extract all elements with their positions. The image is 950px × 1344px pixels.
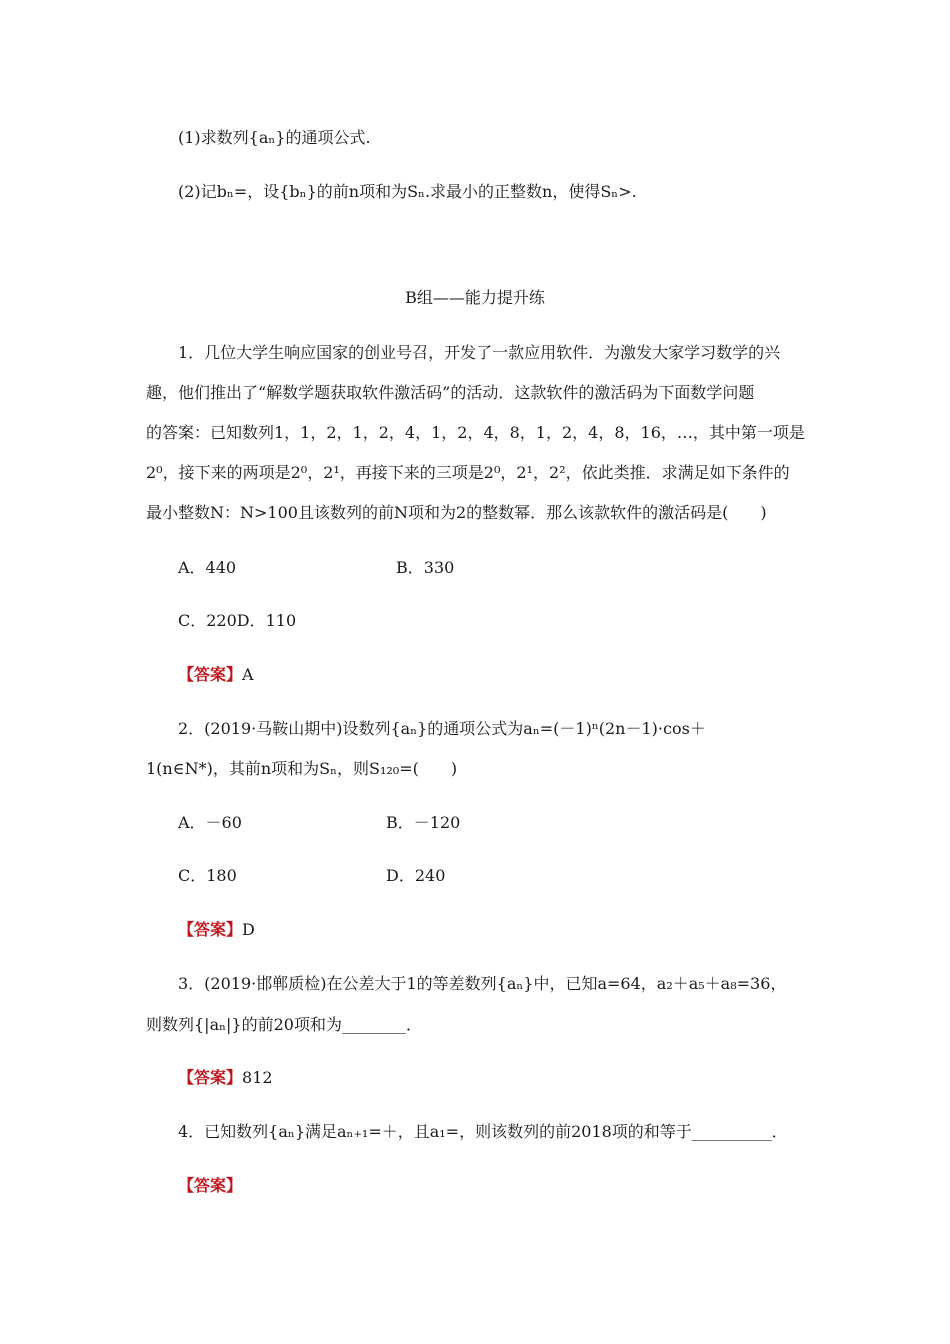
problem-1-option-a: A．440 [178,558,237,577]
answer-value: 812 [242,1068,273,1087]
problem-1-line: 1．几位大学生响应国家的创业号召，开发了一款应用软件．为激发大家学习数学的兴 [178,343,781,362]
answer-label: 【答案】 [178,1068,243,1087]
problem-1-option-cd: C．220D．110 [178,611,297,630]
part-a-question-2: (2)记bₙ=，设{bₙ}的前n项和为Sₙ.求最小的正整数n，使得Sₙ>. [178,182,637,201]
problem-1-line: 趣，他们推出了“解数学题获取软件激活码”的活动．这款软件的激活码为下面数学问题 [146,383,755,402]
problem-4-line-1: 4．已知数列{aₙ}满足aₙ₊₁=＋，且a₁=，则该数列的前2018项的和等于__________． [178,1122,788,1141]
problem-2-option-d: D．240 [386,866,446,885]
answer-label: 【答案】 [178,1176,243,1195]
problem-2-line-1: 2．(2019·马鞍山期中)设数列{aₙ}的通项公式为aₙ=(－1)ⁿ(2n－1)·cos＋ [178,719,706,738]
problem-3-answer [178,1067,273,1089]
problem-1-line: 最小整数N：N>100且该数列的前N项和为2的整数幂．那么该款软件的激活码是( ) [146,503,767,522]
answer-value: A [242,665,254,684]
problem-1-answer [178,664,254,686]
problem-2-option-b: B．－120 [386,813,461,832]
problem-3-line-2: 则数列{|aₙ|}的前20项和为________． [146,1015,422,1034]
problem-2-answer [178,919,255,941]
problem-1-line: 的答案：已知数列1，1，2，1，2，4，1，2，4，8，1，2，4，8，16，…，其中第一项是 [146,423,805,442]
problem-2-line-2: 1(n∈N*)，其前n项和为Sₙ，则S₁₂₀=( ) [146,759,458,778]
problem-2-option-c: C．180 [178,866,237,885]
problem-2-option-a: A．－60 [178,813,242,832]
problem-1-option-b: B．330 [396,558,455,577]
answer-value: D [242,920,255,939]
problem-4-answer [178,1175,242,1197]
problem-1-line: 2⁰，接下来的两项是2⁰，2¹，再接下来的三项是2⁰，2¹，2²，依此类推．求满足如下条件的 [146,463,790,482]
problem-3-line-1: 3．(2019·邯郸质检)在公差大于1的等差数列{aₙ}中，已知a=64，a₂＋a₅＋a₈=36， [178,974,787,993]
problem-1-text [146,333,806,533]
part-a-question-1: (1)求数列{aₙ}的通项公式. [178,128,371,147]
section-title: B组——能力提升练 [405,288,545,307]
answer-label: 【答案】 [178,920,243,939]
answer-label: 【答案】 [178,665,243,684]
